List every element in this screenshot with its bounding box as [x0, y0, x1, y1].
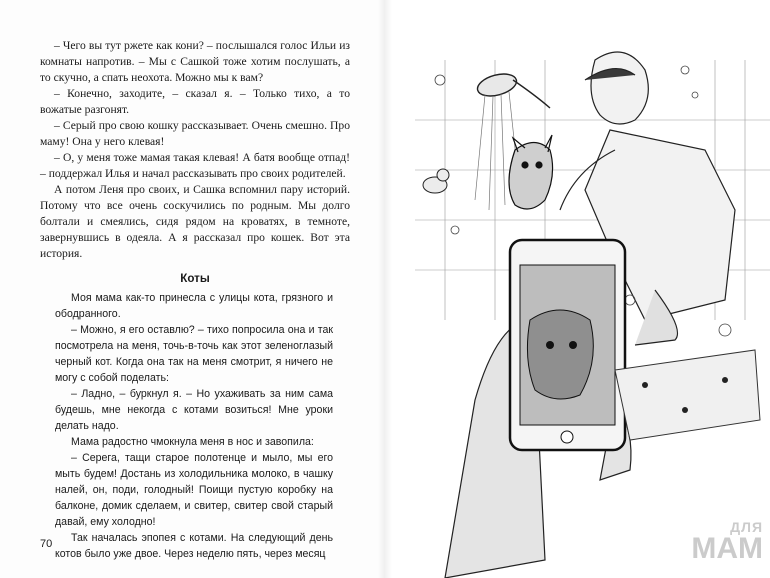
paragraph: – Можно, я его оставлю? – тихо попросила она и так посмотрела на меня, точь-в-точь как этот зеленоглазый черный кот. Когда она так на меня смотрит, я ничего не могу с собой поделать: [55, 324, 333, 384]
section-text [55, 290, 333, 562]
book-gutter [378, 0, 392, 578]
paragraph: – Ладно, – буркнул я. – Но ухаживать за ним сама будешь, мне некогда с котами возиться! Мне уроки делать надо. [55, 388, 333, 432]
paragraph: А потом Леня про своих, и Сашка вспомнил пару историй. Потому что все очень соскучились по родным. Мы долго болтали и смеялись, сидя рядом на кроватях, в темноте, завернувшись в одеяла. А я рассказал про кошек. Вот эта история. [40, 183, 350, 260]
story-text [40, 38, 350, 262]
rubber-duck-icon [423, 169, 449, 193]
floor-towel [615, 350, 760, 440]
paragraph: Мама радостно чмокнула меня в нос и завопила: [71, 436, 314, 448]
watermark-line: ДЛЯ [730, 519, 763, 535]
paragraph: – Серега, тащи старое полотенце и мыло, мы его мыть будем! Достань из холодильника молоко, в чашку налей, он, поди, голодный! Поищи пустую коробку на балконе, домик сделаем, и свитер, свитер свой старый давай, ему холодно! [55, 452, 333, 528]
watermark-line: МАМ [691, 532, 763, 565]
sketch-illustration [385, 0, 770, 578]
paragraph: Моя мама как-то принесла с улицы кота, грязного и ободранного. [55, 292, 333, 320]
shower-head-icon [475, 70, 550, 108]
paragraph: Так началась эпопея с котами. На следующий день котов было уже двое. Через неделю пять, через месяц [55, 532, 333, 560]
smartphone-icon [510, 240, 625, 450]
paragraph: – Серый про свою кошку рассказывает. Очень смешно. Про маму! Она у него клевая! [40, 119, 350, 148]
right-page [385, 0, 770, 578]
page-number: 70 [40, 538, 53, 550]
section-title: Коты [180, 272, 210, 285]
paragraph: – Чего вы тут ржете как кони? – послышался голос Ильи из комнаты напротив. – Мы с Сашкой тоже хотим послушать, а то скучно, а спать неохота. Можно мы к вам? [40, 39, 350, 84]
cat-figure [509, 135, 553, 209]
watermark-logo [668, 520, 763, 564]
paragraph: – Конечно, заходите, – сказал я. – Только тихо, а то вожатые разгонят. [40, 87, 350, 116]
paragraph: – О, у меня тоже мамая такая клевая! А батя вообще отпад! – поддержал Илья и начал рассказывать про своих родителей. [40, 151, 350, 180]
